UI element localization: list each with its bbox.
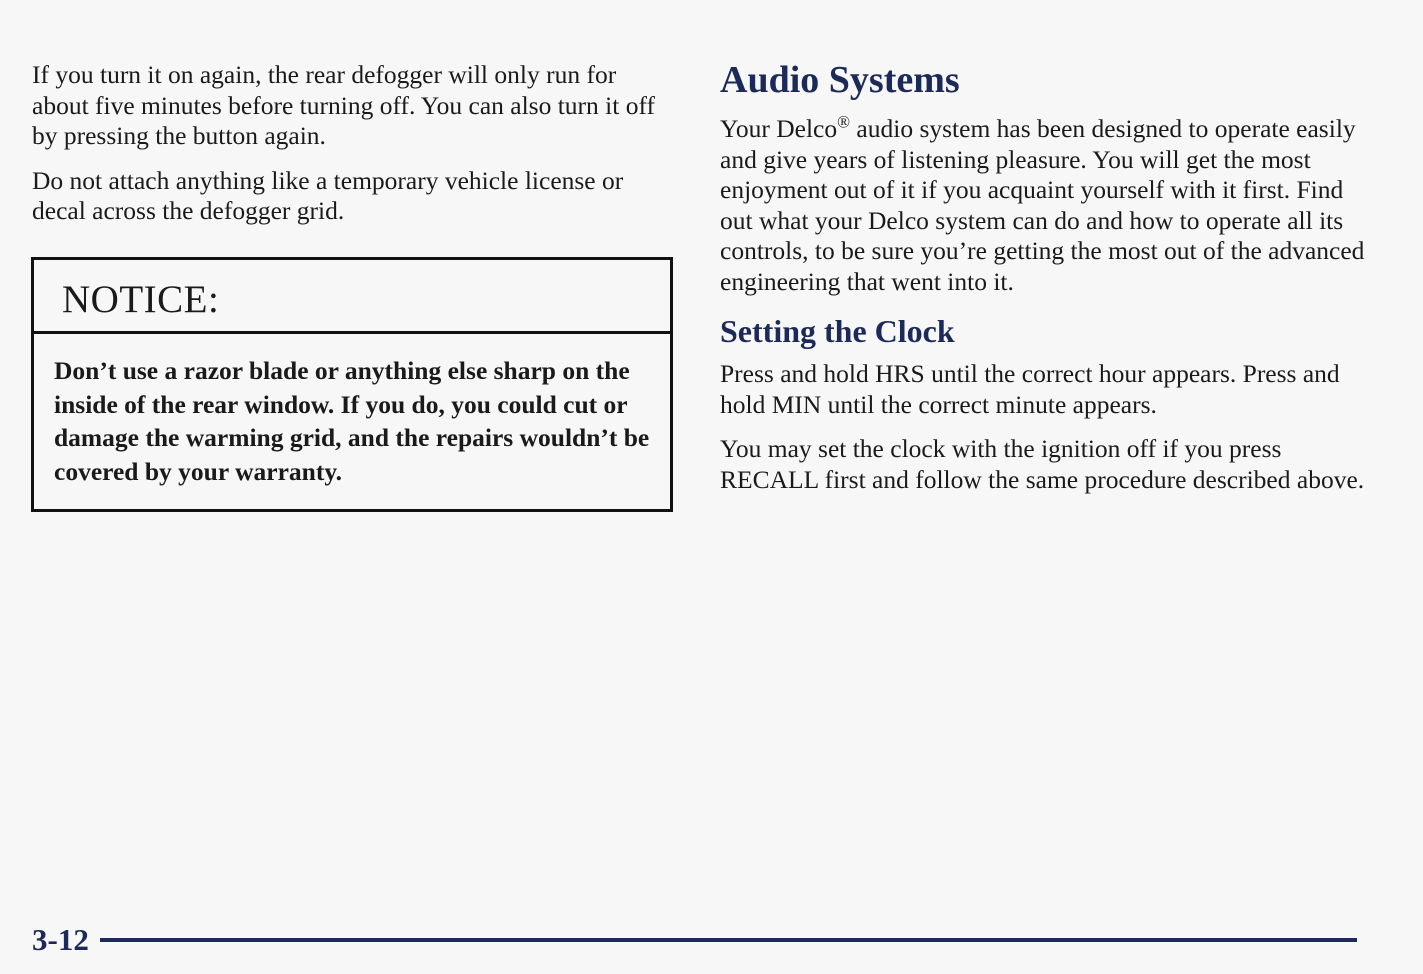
audio-systems-title: Audio Systems — [720, 59, 960, 101]
intro-text-start: Your Delco — [720, 114, 838, 143]
notice-box — [31, 257, 673, 512]
notice-body: Don’t use a razor blade or anything else sharp on the inside of the rear window. If you do, you could cut or damage the warming grid, and the repairs wouldn’t be covered by your warranty. — [54, 356, 650, 486]
page-number: 3-12 — [32, 922, 89, 957]
left-column — [32, 60, 672, 241]
right-column — [720, 58, 1370, 509]
clock-instructions-paragraph: Press and hold HRS until the correct hour appears. Press and hold MIN until the correct minute appears. — [720, 359, 1340, 419]
decal-warning-paragraph: Do not attach anything like a temporary vehicle license or decal across the defogger grid. — [32, 165, 624, 225]
setting-clock-title: Setting the Clock — [720, 313, 955, 349]
footer-divider — [100, 938, 1357, 942]
page-footer — [32, 918, 1357, 962]
defogger-paragraph: If you turn it on again, the rear defogger will only run for about five minutes before turning off. You can also turn it off by pressing the button again. — [32, 60, 655, 150]
notice-heading: NOTICE: — [34, 260, 670, 334]
registered-mark: ® — [837, 112, 851, 132]
clock-ignition-off-paragraph: You may set the clock with the ignition off if you press RECALL first and follow the same procedure described above. — [720, 434, 1365, 494]
intro-text-rest: audio system has been designed to operate easily and give years of listening pleasure. You will get the most enjoyment out of it if you acquaint yourself with it first. Find out what your Delco system can do and how to operate all its controls, to be sure you’re getting the most out of the advanced engineering that went into it. — [720, 114, 1365, 296]
audio-systems-intro — [720, 114, 1370, 297]
